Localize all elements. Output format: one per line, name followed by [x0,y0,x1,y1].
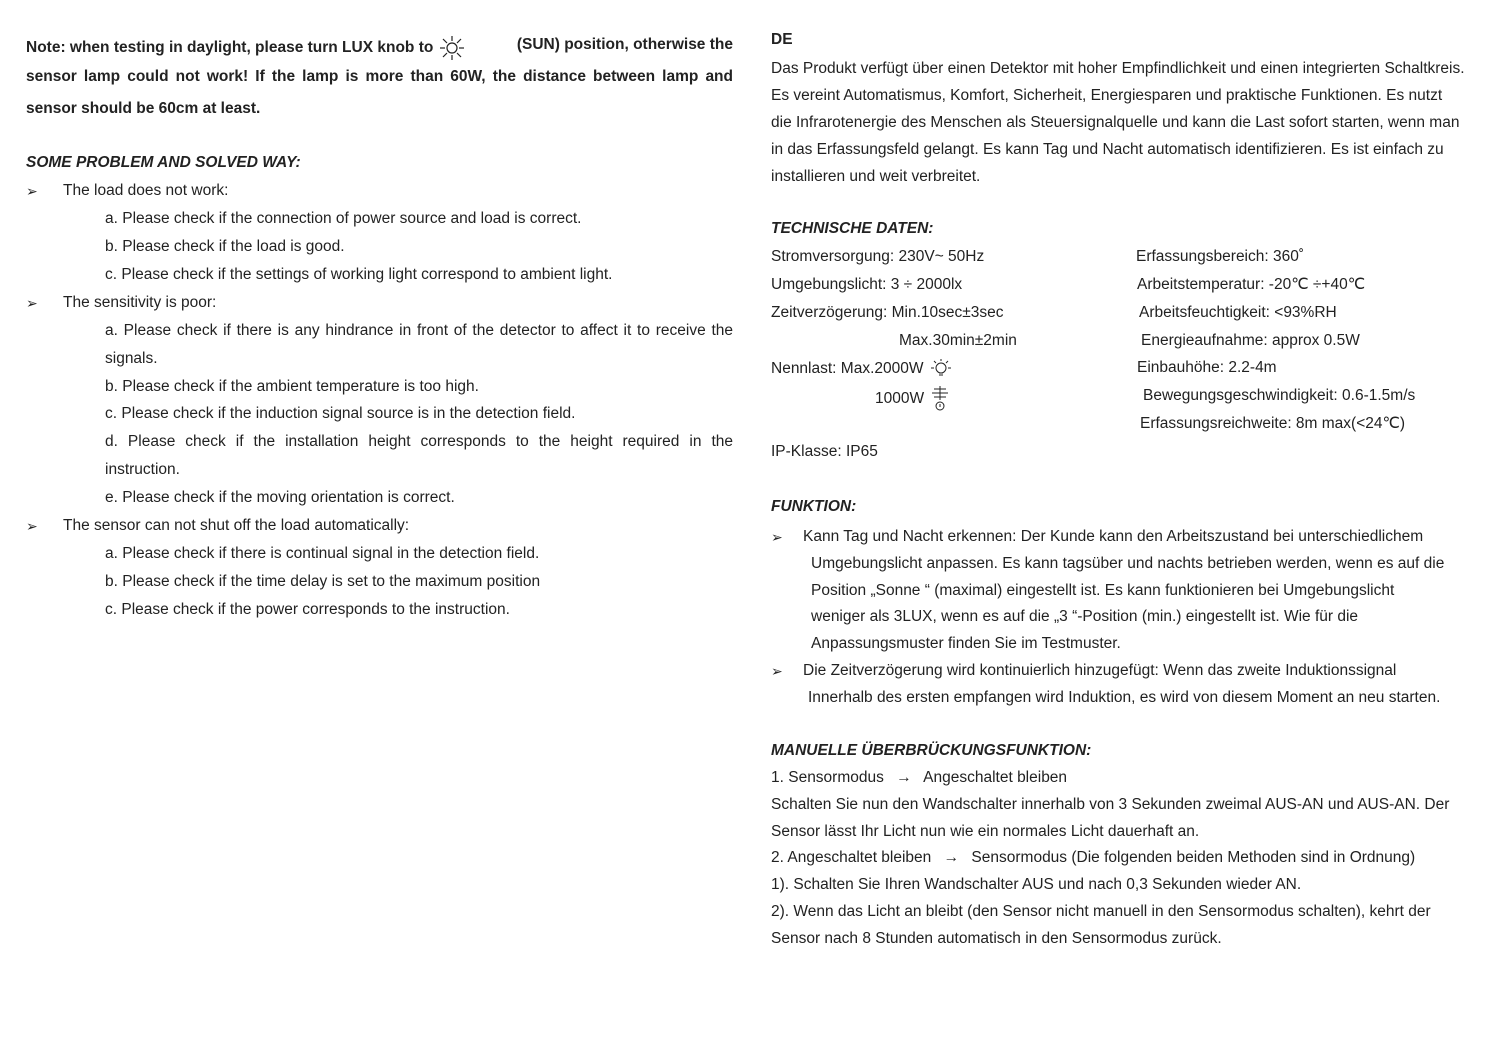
arrow-right-icon: → [943,849,960,866]
tech-ip-class: IP-Klasse: IP65 [771,443,878,460]
manual-step-1-from: 1. Sensormodus [771,769,884,786]
tech-time-delay: Zeitverzögerung: Min.10sec±3sec [771,304,1004,321]
note-text-1b: (SUN) position, otherwise the [516,36,733,53]
manual-step-2 [771,848,1415,868]
tech-power: Stromversorgung: 230V~ 50Hz [771,248,985,265]
problem-1-title: The load does not work: [63,182,229,199]
fluorescent-lamp-icon [928,386,952,412]
tech-rated-load-1 [771,358,954,380]
arrow-right-icon: → [896,769,912,786]
manual-line-3: Sensor lässt Ihr Licht nun wie ein normales Licht dauerhaft an. [771,823,1200,840]
manual-line-5: 1). Schalten Sie Ihren Wandschalter AUS und nach 0,3 Sekunden wieder AN. [771,876,1302,893]
function-heading: FUNKTION: [771,498,857,515]
function-2-line-2: Innerhalb des ersten empfangen wird Induktion, es wird von diesem Moment an neu starten. [808,689,1441,706]
problem-2-item-a: a. Please check if there is any hindrance in front of the detector to affect it to receive the [105,322,733,339]
tech-working-temp: Arbeitstemperatur: -20℃ ÷+40℃ [1137,276,1366,293]
manual-step-2-from: 2. Angeschaltet bleiben [771,849,932,866]
problem-2-item-b: b. Please check if the ambient temperature is too high. [105,378,479,395]
problem-2-item-d-cont: instruction. [105,461,180,478]
problem-3-item-a: a. Please check if there is continual signal in the detection field. [105,545,540,562]
tech-detection-range: Erfassungsbereich: 360˚ [1136,248,1305,265]
manual-override-heading: MANUELLE ÜBERBRÜCKUNGSFUNKTION: [771,742,1092,759]
problem-3-title: The sensor can not shut off the load automatically: [63,517,410,534]
manual-line-7: Sensor nach 8 Stunden automatisch in den Sensormodus zurück. [771,930,1222,947]
tech-install-height: Einbauhöhe: 2.2-4m [1137,359,1277,376]
bullet-arrow-icon: ➢ [771,529,783,545]
problem-1-item-b: b. Please check if the load is good. [105,238,345,255]
tech-humidity: Arbeitsfeuchtigkeit: <93%RH [1139,304,1337,321]
sun-icon [438,35,466,61]
tech-heading: TECHNISCHE DATEN: [771,220,934,237]
note-text-1a: Note: when testing in daylight, please turn LUX knob to [26,39,434,57]
problem-1-item-a: a. Please check if the connection of power source and load is correct. [105,210,582,227]
manual-step-2-to: Sensormodus (Die folgenden beiden Methoden sind in Ordnung) [971,849,1416,866]
manual-step-1 [771,768,1067,788]
function-1-line-3: Position „Sonne “ (maximal) eingestellt ist. Es kann funktionieren bei Umgebungslicht [811,582,1395,599]
note-line-1 [26,35,733,61]
problems-heading: SOME PROBLEM AND SOLVED WAY: [26,154,301,171]
tech-rated-load-2-text: 1000W [875,390,925,408]
bullet-arrow-icon: ➢ [771,663,783,679]
problem-2-title: The sensitivity is poor: [63,294,217,311]
function-2-line-1: Die Zeitverzögerung wird kontinuierlich hinzugefügt: Wenn das zweite Induktionssignal [803,662,1397,679]
problem-2-item-e: e. Please check if the moving orientation is correct. [105,489,455,506]
language-heading: DE [771,31,793,48]
function-1-line-4: weniger als 3LUX, wenn es auf die „3 “-Position (min.) eingestellt ist. Wie für die [811,608,1359,625]
problem-3-item-b: b. Please check if the time delay is set to the maximum position [105,573,541,590]
problem-3-item-c: c. Please check if the power corresponds to the instruction. [105,601,510,618]
function-1-line-1: Kann Tag und Nacht erkennen: Der Kunde kann den Arbeitszustand bei unterschiedlichem [803,528,1424,545]
problem-2-item-d: d. Please check if the installation height corresponds to the height required in the [105,433,733,450]
intro-line-1: Das Produkt verfügt über einen Detektor mit hoher Empfindlichkeit und einen integrierten Schaltkreis. [771,60,1465,77]
intro-line-2: Es vereint Automatismus, Komfort, Sicherheit, Energiesparen und praktische Funktionen. Es nutzt [771,87,1443,104]
tech-time-delay-max: Max.30min±2min [899,332,1017,349]
intro-line-5: installieren und weit verbreitet. [771,168,981,185]
tech-detection-distance: Erfassungsreichweite: 8m max(<24℃) [1140,415,1406,432]
bullet-arrow-icon: ➢ [26,183,38,199]
tech-power-consumption: Energieaufnahme: approx 0.5W [1141,332,1360,349]
intro-line-4: in das Erfassungsfeld gelangt. Es kann Tag und Nacht automatisch identifizieren. Es ist einfach zu [771,141,1444,158]
function-1-line-5: Anpassungsmuster finden Sie im Testmuster. [811,635,1121,652]
intro-line-3: die Infrarotenergie des Menschen als Steuersignalquelle und kann die Last sofort starten, wenn man [771,114,1460,131]
tech-rated-load-1-text: Nennlast: Max.2000W [771,360,924,378]
bullet-arrow-icon: ➢ [26,295,38,311]
tech-ambient-light: Umgebungslicht: 3 ÷ 2000lx [771,276,963,293]
tech-motion-speed: Bewegungsgeschwindigkeit: 0.6-1.5m/s [1143,387,1416,404]
tech-rated-load-2 [875,386,952,412]
problem-2-item-a-cont: signals. [105,350,158,367]
function-1-line-2: Umgebungslicht anpassen. Es kann tagsüber und nachts betrieben werden, wenn es auf die [811,555,1445,572]
note-line-3: sensor should be 60cm at least. [26,100,261,117]
bulb-icon [928,358,954,380]
bullet-arrow-icon: ➢ [26,518,38,534]
manual-step-1-to: Angeschaltet bleiben [923,769,1068,786]
problem-1-item-c: c. Please check if the settings of working light correspond to ambient light. [105,266,613,283]
manual-line-2: Schalten Sie nun den Wandschalter innerhalb von 3 Sekunden zweimal AUS-AN und AUS-AN. Der [771,796,1450,813]
problem-2-item-c: c. Please check if the induction signal source is in the detection field. [105,405,576,422]
manual-line-6: 2). Wenn das Licht an bleibt (den Sensor nicht manuell in den Sensormodus schalten), kehrt der [771,903,1431,920]
note-line-2: sensor lamp could not work! If the lamp is more than 60W, the distance between lamp and [26,68,733,85]
